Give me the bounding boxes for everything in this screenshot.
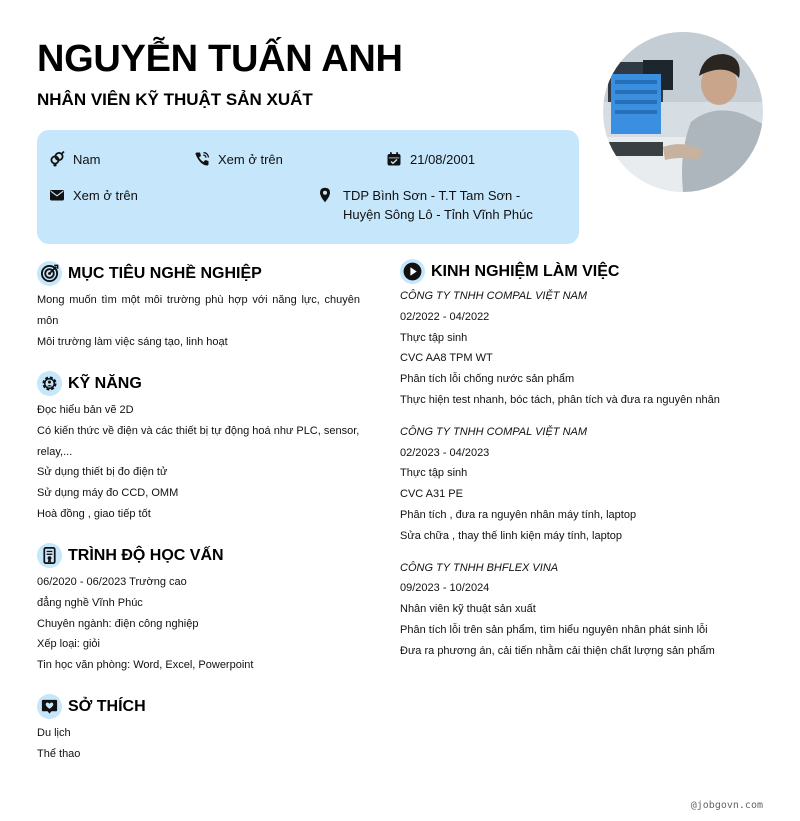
section-experience-header — [400, 259, 619, 284]
section-objective-header — [37, 261, 262, 286]
experience-list — [400, 286, 770, 662]
section-hobbies-title: SỞ THÍCH — [68, 697, 146, 715]
contact-phone-value: Xem ở trên — [218, 152, 283, 167]
calendar-icon — [386, 151, 402, 167]
contact-email-value: Xem ở trên — [73, 188, 138, 203]
section-skills-header — [37, 371, 142, 396]
contact-address — [317, 186, 557, 224]
gear-icon — [37, 371, 62, 396]
section-objective-title: MỤC TIÊU NGHỀ NGHIỆP — [68, 264, 262, 282]
job-period: 02/2022 - 04/2022 — [400, 310, 490, 323]
job-detail: Sửa chữa , thay thế linh kiện máy tính, laptop — [400, 529, 623, 542]
target-icon — [37, 261, 62, 286]
job-period: 02/2023 - 04/2023 — [400, 446, 490, 459]
job-title: NHÂN VIÊN KỸ THUẬT SẢN XUẤT — [37, 90, 313, 109]
job-company: CÔNG TY TNHH COMPAL VIỆT NAM — [400, 290, 588, 302]
job-detail: Phân tích , đưa ra nguyên nhân máy tính, laptop — [400, 508, 637, 521]
skill-item: Sử dụng máy đo CCD, OMM — [37, 487, 179, 500]
hobby-item: Du lịch — [37, 727, 71, 739]
job-company: CÔNG TY TNHH COMPAL VIỆT NAM — [400, 425, 588, 438]
certificate-icon — [37, 543, 62, 568]
gender-icon — [49, 151, 65, 167]
education-line: Tin học văn phòng: Word, Excel, Powerpoint — [37, 659, 254, 672]
avatar — [603, 32, 763, 192]
section-education-title: TRÌNH ĐỘ HỌC VẤN — [68, 546, 224, 564]
education-line: đẳng nghề Vĩnh Phúc — [37, 596, 143, 609]
contact-gender — [49, 150, 100, 169]
contact-birthday — [386, 150, 475, 169]
job-detail: Thực tập sinh — [400, 331, 468, 344]
hobbies-list — [37, 723, 360, 765]
education-line: Xếp loại: giỏi — [37, 638, 100, 651]
skill-item: Hoà đồng , giao tiếp tốt — [37, 507, 151, 520]
section-hobbies-header — [37, 694, 146, 719]
play-circle-icon — [400, 259, 425, 284]
contact-birthday-value: 21/08/2001 — [410, 152, 476, 167]
skill-item: Có kiến thức về điện và các thiết bị tự động hoá như PLC, sensor, relay,... — [37, 424, 360, 458]
job-detail: CVC AA8 TPM WT — [400, 352, 493, 365]
skill-item: Sử dụng thiết bị đo điện tử — [37, 466, 168, 479]
envelope-icon — [49, 187, 65, 203]
job-detail: Thực hiện test nhanh, bóc tách, phân tích và đưa ra nguyên nhân — [400, 393, 720, 406]
contact-address-value: TDP Bình Sơn - T.T Tam Sơn - Huyện Sông Lô - Tỉnh Vĩnh Phúc — [343, 188, 533, 222]
phone-icon — [194, 151, 210, 167]
objective-line: Môi trường làm việc sáng tạo, linh hoạt — [37, 335, 228, 348]
heart-message-icon — [37, 694, 62, 719]
candidate-name: NGUYỄN TUẤN ANH — [37, 38, 403, 80]
job-detail: Thực tập sinh — [400, 467, 468, 480]
map-pin-icon — [317, 187, 333, 203]
section-education-header — [37, 543, 224, 568]
job-detail: Phân tích lỗi trên sản phẩm, tìm hiểu nguyên nhân phát sinh lỗi — [400, 623, 708, 636]
job-detail: Nhân viên kỹ thuật sản xuất — [400, 603, 536, 616]
job-detail: Đưa ra phương án, cải tiến nhằm cải thiện chất lượng sản phẩm — [400, 644, 715, 657]
education-line: Chuyên ngành: điện công nghiệp — [37, 617, 199, 630]
job-detail: CVC A31 PE — [400, 488, 463, 501]
job-detail: Phân tích lỗi chống nước sản phẩm — [400, 373, 575, 386]
job-period: 09/2023 - 10/2024 — [400, 582, 490, 595]
contact-phone — [194, 150, 283, 169]
objective-line: Mong muốn tìm một môi trường phù hợp với năng lực, chuyên môn — [37, 294, 360, 327]
job-company: CÔNG TY TNHH BHFLEX VINA — [400, 561, 559, 574]
skill-item: Đọc hiểu bản vẽ 2D — [37, 404, 134, 416]
objective-list — [37, 290, 360, 352]
contact-email — [49, 186, 138, 205]
skills-list — [37, 400, 360, 525]
footer-watermark: @jobgovn.com — [690, 800, 763, 811]
section-experience-title: KINH NGHIỆM LÀM VIỆC — [431, 262, 620, 280]
contact-gender-value: Nam — [73, 152, 101, 167]
hobby-item: Thể thao — [37, 747, 81, 760]
education-line: 06/2020 - 06/2023 Trường cao — [37, 576, 187, 588]
section-skills-title: KỸ NĂNG — [68, 374, 142, 392]
education-list — [37, 572, 360, 676]
